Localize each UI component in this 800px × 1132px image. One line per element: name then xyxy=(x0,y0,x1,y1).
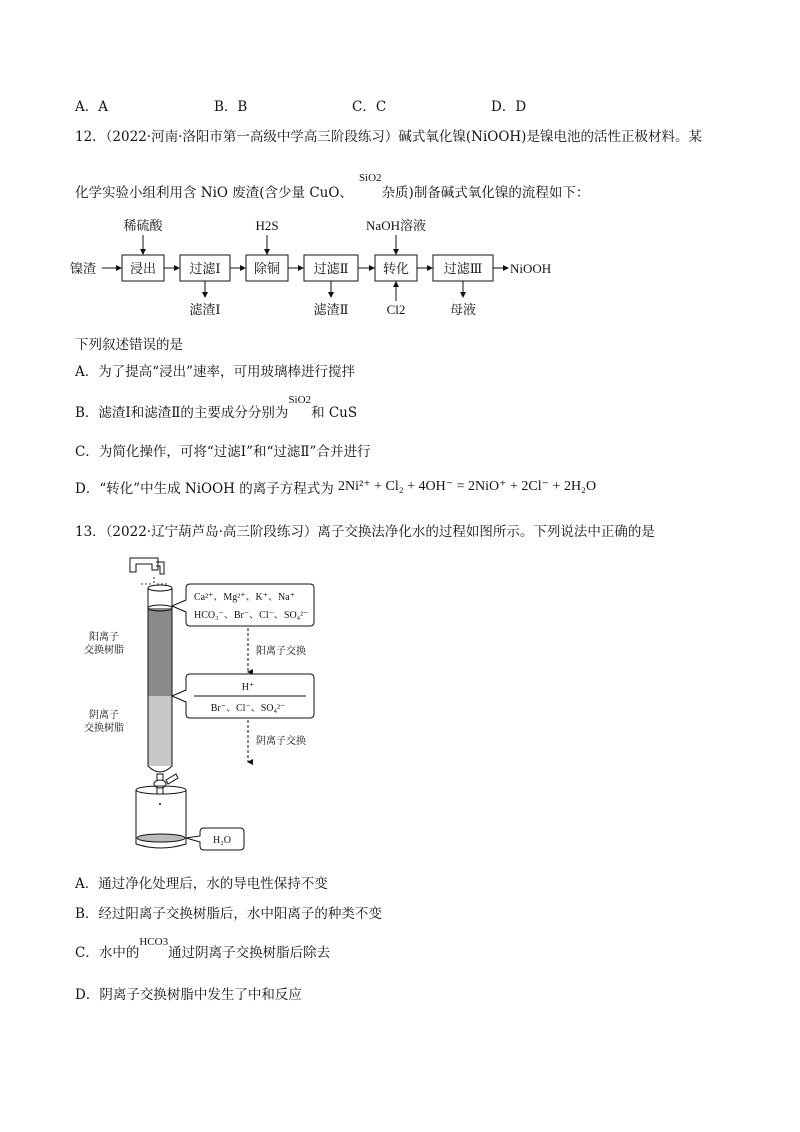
sio2-formula: SiO2 xyxy=(358,172,382,184)
q13-option-d: D．阴离子交换树脂中发生了中和反应 xyxy=(75,987,302,1003)
arrow-anion-exchange: 阴离子交换 xyxy=(256,736,306,747)
flow-start: 镍渣 xyxy=(70,261,97,276)
q13-option-a: A．通过净化处理后，水的导电性保持不变 xyxy=(75,876,328,892)
label-anion-resin-2: 交换树脂 xyxy=(84,723,124,734)
q12-stem-line2: 化学实验小组利用含 NiO 废渣(含少量 CuO、$^{SiO2}$杂质)制备碱式氧化镍的流程如下： xyxy=(75,172,590,201)
flow-step-1: 浸出 xyxy=(129,261,157,276)
flow-step-5: 转化 xyxy=(382,261,410,276)
output-mother-liquor: 母液 xyxy=(449,302,477,317)
q12-stem-line1: 12．（2022·河南·洛阳市第一高级中学高三阶段练习）碱式氧化镍(NiOOH)是镍电池的活性正极材料。某 xyxy=(75,129,702,145)
process-flow-diagram xyxy=(70,215,590,325)
output-residue-2: 滤渣Ⅱ xyxy=(313,302,349,317)
input-h2s: H2S xyxy=(255,218,279,233)
flow-step-6: 过滤Ⅲ xyxy=(443,261,483,276)
option-d-prev: D．D xyxy=(491,99,527,115)
ionic-equation: 2Ni²⁺ + Cl₂ + 4OH⁻ = 2NiO⁺ + 2Cl⁻ + 2H₂O xyxy=(338,479,597,494)
output-residue-1: 滤渣Ⅰ xyxy=(189,302,221,317)
input-cl2: Cl2 xyxy=(386,302,406,317)
q12-option-d: D．“转化”中生成 NiOOH 的离子方程式为 2Ni²⁺ + Cl₂ + 4OH⁻ = 2NiO⁺ + 2Cl⁻ + 2H₂O xyxy=(75,479,597,497)
flow-end: NiOOH xyxy=(510,261,552,276)
flow-step-2: 过滤Ⅰ xyxy=(189,261,221,276)
label-cation-resin-1: 阳离子 xyxy=(89,632,119,643)
ion-exchange-diagram xyxy=(70,552,330,862)
box3-water: H₂O xyxy=(213,835,231,846)
q12-option-c: C．为简化操作，可将“过滤Ⅰ”和“过滤Ⅱ”合并进行 xyxy=(75,444,371,460)
hco3-formula: HCO3 xyxy=(139,936,169,948)
box1-anions: HCO₃⁻、Br⁻、Cl⁻、SO₄²⁻ xyxy=(194,610,309,621)
q13-option-c: C．水中的$^{HCO3}$通过阴离子交换树脂后除去 xyxy=(75,936,331,961)
input-dilute-h2so4: 稀硫酸 xyxy=(123,218,163,233)
q13-option-b: B．经过阳离子交换树脂后，水中阳离子的种类不变 xyxy=(75,906,382,922)
q12-question: 下列叙述错误的是 xyxy=(75,337,183,353)
input-naoh: NaOH溶液 xyxy=(366,218,426,233)
sio2-formula-b: SiO2 xyxy=(288,394,312,406)
flow-step-4: 过滤Ⅱ xyxy=(313,261,349,276)
option-a-prev: A．A xyxy=(75,99,108,115)
q13-stem: 13．（2022·辽宁葫芦岛·高三阶段练习）离子交换法净化水的过程如图所示。下列说法中正确的是 xyxy=(75,524,655,540)
option-c-prev: C．C xyxy=(352,99,387,115)
option-b-prev: B．B xyxy=(214,99,248,115)
box1-cations: Ca²⁺、Mg²⁺、K⁺、Na⁺ xyxy=(194,592,295,603)
label-anion-resin-1: 阴离子 xyxy=(89,710,119,721)
label-cation-resin-2: 交换树脂 xyxy=(84,645,124,656)
box2-h-ion: H⁺ xyxy=(241,682,255,693)
flow-step-3: 除铜 xyxy=(253,261,281,276)
cation-resin xyxy=(148,608,172,696)
q12-option-b: B．滤渣Ⅰ和滤渣Ⅱ的主要成分分别为$^{SiO2}$和 CuS xyxy=(75,394,358,421)
q12-option-a: A．为了提高“浸出”速率，可用玻璃棒进行搅拌 xyxy=(75,364,356,380)
box2-anions: Br⁻、Cl⁻、SO₄²⁻ xyxy=(210,703,286,714)
anion-resin xyxy=(148,696,172,766)
arrow-cation-exchange: 阳离子交换 xyxy=(256,646,306,657)
